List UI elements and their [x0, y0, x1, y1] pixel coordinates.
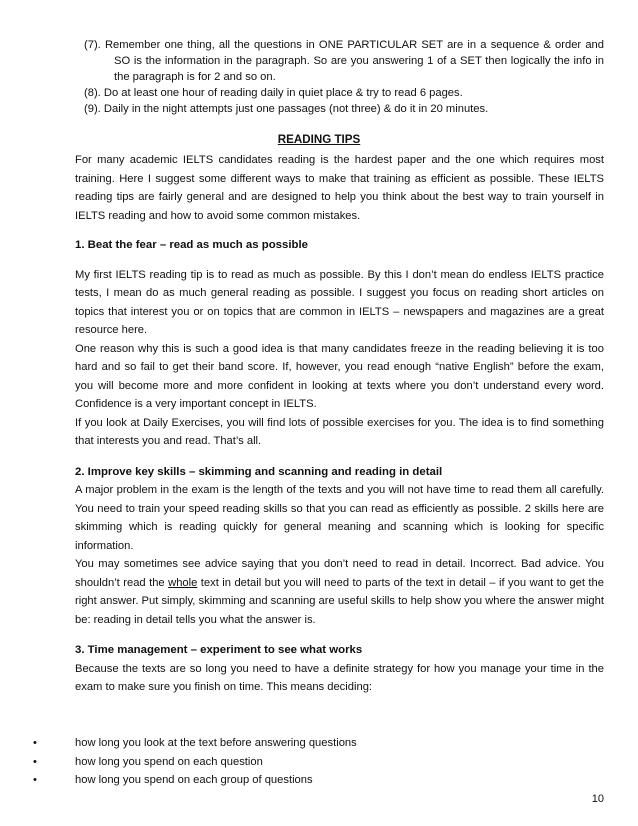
list-item-text: how long you spend on each question [75, 755, 263, 768]
bullet-icon: • [33, 755, 37, 768]
tip-8: (8). Do at least one hour of reading daily in quiet place & try to read 6 pages. [84, 87, 463, 99]
list-item-text: how long you spend on each group of questions [75, 774, 313, 786]
document-body [75, 151, 604, 697]
time-management-list [33, 734, 603, 790]
section-1-paragraph-1: My first IELTS reading tip is to read as much as possible. By this I don’t mean do endless IELTS practice tests, I mean do as much general reading as possible. I suggest you focus on reading short articles on topics that interest you or on topics that are common in IELTS – newspapers and magazines are a great resource here. [75, 268, 604, 336]
section-2-title: 2. Improve key skills – skimming and scanning and reading in detail [75, 465, 443, 478]
intro-paragraph: For many academic IELTS candidates reading is the hardest paper and the one which requires most training. Here I suggest some different ways to make that training as efficient as possible. These IELTS reading tips are fairly general and are designed to help you think about the best way to train yourself in IELTS reading and how to avoid some common mistakes. [75, 154, 604, 222]
section-2-paragraph-2-end: text in detail but you will need to parts of the text in detail – if you want to get the right answer. Put simply, skimming and scanning are useful skills to help show you where the answer might be: reading in detail tells you what the answer is. [75, 576, 604, 626]
underlined-word: whole [168, 576, 198, 589]
section-2-paragraph-2-start: You may sometimes see advice saying that you don’t need to read in detail. Incorrect. Bad advice. You shouldn’t read the [75, 558, 604, 589]
bullet-icon: • [33, 737, 37, 749]
list-item [33, 734, 603, 753]
numbered-tips [84, 37, 604, 117]
section-2-paragraph-2 [75, 555, 604, 629]
tip-7: (7). Remember one thing, all the questions in ONE PARTICULAR SET are in a sequence & order and SO is the information in the paragraph. So are you answering 1 of a SET then logically the info in the paragraph is for 2 and so on. [84, 39, 604, 83]
section-3-title: 3. Time management – experiment to see what works [75, 644, 363, 656]
reading-tips-heading: READING TIPS [277, 133, 361, 146]
list-item-text: how long you look at the text before answering questions [75, 737, 357, 749]
page-number: 10 [591, 793, 604, 805]
section-3-paragraph-1: Because the texts are so long you need to have a definite strategy for how you manage your time in the exam to make sure you finish on time. This means deciding: [75, 662, 604, 693]
section-1-paragraph-2: One reason why this is such a good idea is that many candidates freeze in the reading believing it is too hard and so fail to get their band score. If, however, you read enough “native English” before the exam, you will become more and more confident in looking at texts where you don’t understand every word. Confidence is a very important concept in IELTS. [75, 342, 604, 410]
list-item [33, 753, 603, 772]
section-1-paragraph-3: If you look at Daily Exercises, you will find lots of possible exercises for you. The idea is to find something that interests you and read. That’s all. [75, 416, 604, 447]
tip-9: (9). Daily in the night attempts just one passages (not three) & do it in 20 minutes. [84, 103, 489, 115]
section-1-title: 1. Beat the fear – read as much as possible [75, 239, 308, 251]
section-2-paragraph-1: A major problem in the exam is the length of the texts and you will not have time to read them all carefully. You need to train your speed reading skills so that you can read as efficiently as possible. 2 skills here are skimming which is reading quickly for general meaning and scanning which is looking for specific information. [75, 484, 604, 552]
list-item [33, 771, 603, 790]
bullet-icon: • [33, 774, 37, 786]
